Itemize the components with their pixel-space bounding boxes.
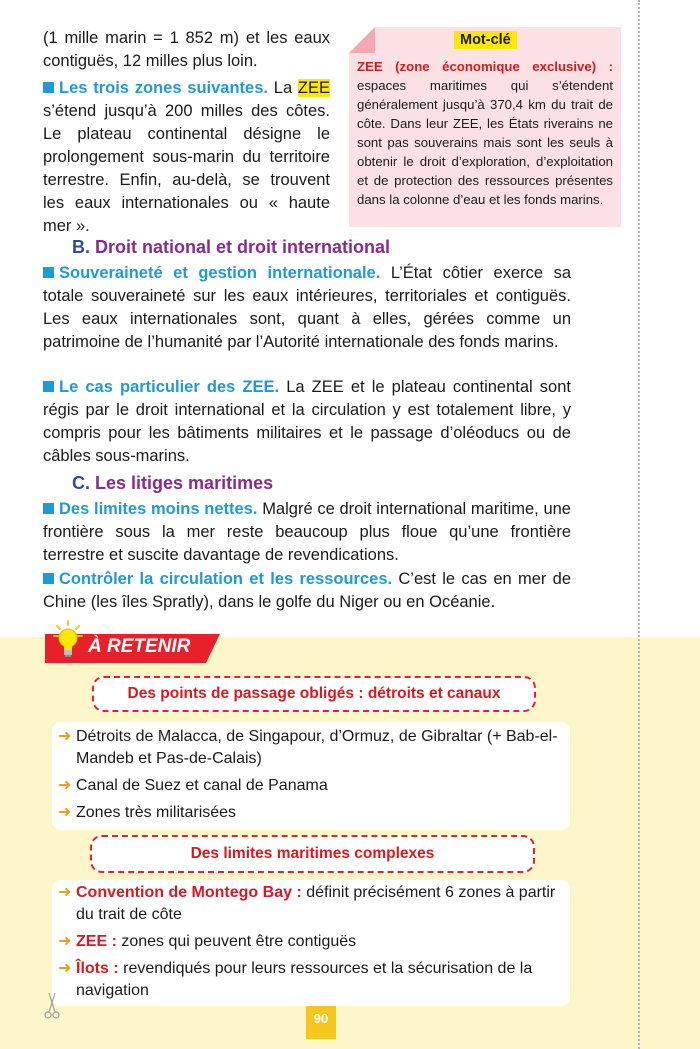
list-item-text: revendiqués pour leurs ressources et la sécurisation de la navigation — [76, 960, 533, 999]
zee-highlight: ZEE — [297, 79, 330, 97]
section-c-heading: Les litiges maritimes — [95, 473, 274, 493]
section-c-para1 — [43, 498, 571, 567]
list-item — [52, 726, 570, 770]
keyword-term: ZEE (zone économique exclusive) : — [357, 59, 613, 74]
square-bullet-icon — [43, 503, 54, 514]
section-b-para2-keyword: Le cas particulier des ZEE. — [59, 378, 280, 396]
section-c-title — [72, 473, 273, 494]
section-b-para1-keyword: Souveraineté et gestion internationale. — [59, 264, 381, 282]
box2-list — [52, 880, 570, 1006]
keyword-box — [349, 27, 621, 227]
section-b-heading: Droit national et droit international — [95, 237, 391, 257]
section-c-para1-keyword: Des limites moins nettes. — [59, 500, 258, 518]
list-item-text: zones qui peuvent être contiguës — [121, 933, 357, 950]
arrow-right-icon: ➜ — [58, 804, 72, 821]
cut-line — [638, 0, 640, 1049]
retenir-title: À RETENIR — [88, 636, 191, 657]
arrow-right-icon: ➜ — [58, 960, 72, 977]
arrow-right-icon: ➜ — [58, 777, 72, 794]
keyword-definition — [357, 57, 613, 209]
list-item — [52, 958, 570, 1002]
section-c-para2-keyword: Contrôler la circulation et les ressources. — [59, 570, 393, 588]
page-number: 90 — [306, 1006, 336, 1039]
box1-list — [52, 722, 570, 830]
box1-title: Des points de passage obligés : détroits et canaux — [92, 676, 536, 712]
list-item — [52, 882, 570, 926]
intro-column — [43, 27, 330, 242]
arrow-right-icon: ➜ — [58, 884, 72, 901]
lightbulb-icon — [53, 620, 83, 660]
section-c-para2-text: C’est le cas en mer de Chine (les îles Spratly), dans le golfe du Niger ou en Océanie. — [43, 570, 571, 611]
list-item-keyword: ZEE : — [76, 933, 117, 950]
scissors-icon — [42, 990, 62, 1020]
list-item — [52, 775, 570, 797]
zones-keyword: Les trois zones suivantes. — [59, 79, 268, 97]
arrow-right-icon: ➜ — [58, 933, 72, 950]
section-b-letter: B. — [72, 237, 90, 257]
box2-title: Des limites maritimes complexes — [90, 835, 535, 873]
list-item-keyword: Convention de Montego Bay : — [76, 884, 302, 901]
section-b-para1 — [43, 262, 571, 354]
section-b-para2-text: La ZEE et le plateau continental sont régis par le droit international et la circulation y est totalement libre, y compris pour les bâtiments militaires et le passage d’oléoducs ou de câbles sous-marins. — [43, 378, 571, 465]
list-item-text: Canal de Suez et canal de Panama — [76, 777, 328, 794]
keyword-tag: Mot-clé — [454, 31, 517, 49]
list-item-text: Zones très militarisées — [76, 804, 237, 821]
section-b-para1-text: L’État côtier exerce sa totale souveraineté sur les eaux intérieures, territoriales et contiguës. Les eaux internationales sont, quant à elles, gérées comme un patrimoine de l’humanité par l’Autorité internationale des fonds marins. — [43, 264, 571, 351]
section-c-letter: C. — [72, 473, 90, 493]
folded-corner-shadow — [349, 27, 375, 53]
zones-paragraph — [43, 77, 330, 238]
section-b-title — [72, 237, 390, 258]
zones-text-b: s’étend jusqu’à 200 milles des côtes. Le plateau continental désigne le prolongement sous-marin du territoire terrestre. Enfin, au-delà, se trouvent les eaux internationales ou « haute mer ». — [43, 102, 330, 235]
keyword-definition-text: espaces maritimes qui s’étendent généralement jusqu’à 370,4 km du trait de côte. Dans leur ZEE, les États riverains ne sont pas souverains mais sont les seuls à obtenir le droit d’exploration, d’exploitation et de protection des ressources présentes dans la colonne d’eau et les fonds marins. — [357, 78, 613, 207]
list-item — [52, 802, 570, 824]
list-item-keyword: Îlots : — [76, 960, 119, 977]
list-item — [52, 931, 570, 953]
square-bullet-icon — [43, 82, 54, 93]
square-bullet-icon — [43, 267, 54, 278]
list-item-text: Détroits de Malacca, de Singapour, d’Ormuz, de Gibraltar (+ Bab-el-Mandeb et Pas-de-Calais) — [76, 728, 558, 767]
section-c-para1-text: Malgré ce droit international maritime, une frontière sous la mer reste beaucoup plus floue qu’une frontière terrestre et suscite davantage de revendications. — [43, 500, 571, 564]
section-b-para2 — [43, 376, 571, 468]
square-bullet-icon — [43, 573, 54, 584]
list-item-text: définit précisément 6 zones à partir du trait de côte — [76, 884, 556, 923]
arrow-right-icon: ➜ — [58, 728, 72, 745]
section-c-para2 — [43, 568, 571, 614]
square-bullet-icon — [43, 381, 54, 392]
zones-text-a: La — [273, 79, 293, 97]
intro-paragraph: (1 mille marin = 1 852 m) et les eaux contiguës, 12 milles plus loin. — [43, 29, 330, 70]
